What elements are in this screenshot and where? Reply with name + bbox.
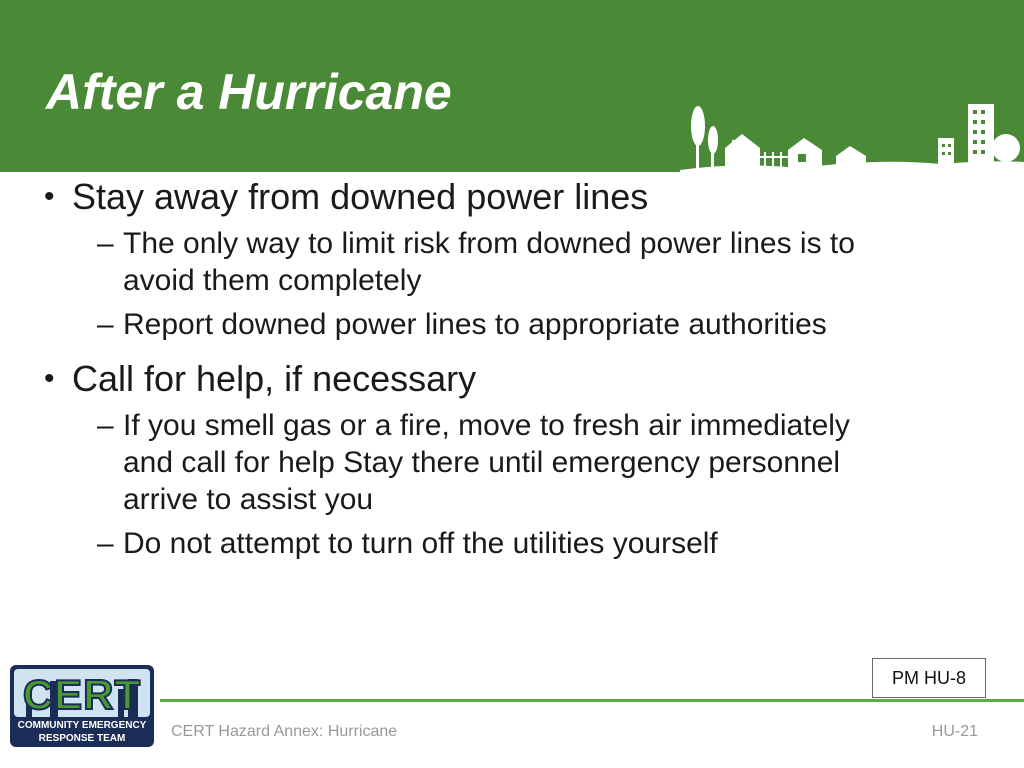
sub-bullet-item	[97, 306, 827, 343]
bullet-marker: •	[44, 180, 55, 213]
dash-marker: –	[97, 308, 114, 341]
footer-annex-title: CERT Hazard Annex: Hurricane	[171, 723, 398, 740]
page-number: HU-21	[931, 723, 978, 740]
bullet-text: Call for help, if necessary	[72, 358, 477, 399]
footer-divider	[160, 699, 1024, 702]
bullet-text: Stay away from downed power lines	[72, 176, 649, 217]
sub-bullet-item	[97, 225, 855, 299]
logo-letters: CERT	[22, 671, 142, 718]
bullet-item	[44, 176, 649, 217]
sub-bullet-line: Report downed power lines to appropriate authorities	[123, 308, 827, 341]
bullet-marker: •	[44, 362, 55, 395]
sub-bullet-line: arrive to assist you	[123, 483, 374, 516]
bullet-item	[44, 358, 477, 399]
sub-bullet-item	[97, 407, 850, 518]
pm-reference-box: PM HU-8	[872, 658, 986, 698]
sub-bullet-line: avoid them completely	[123, 264, 422, 297]
logo-line1: COMMUNITY EMERGENCY	[17, 720, 147, 731]
sub-bullet-line: Do not attempt to turn off the utilities yourself	[123, 527, 718, 560]
slide-title: After a Hurricane	[46, 64, 452, 120]
logo-line2: RESPONSE TEAM	[38, 733, 126, 744]
sub-bullet-line: and call for help Stay there until emergency personnel	[123, 446, 841, 479]
sub-bullet-line: If you smell gas or a fire, move to fresh air immediately	[123, 409, 850, 442]
dash-marker: –	[97, 227, 114, 260]
dash-marker: –	[97, 409, 114, 442]
sub-bullet-line: The only way to limit risk from downed power lines is to	[123, 227, 855, 260]
dash-marker: –	[97, 527, 114, 560]
cert-logo	[10, 665, 154, 747]
sub-bullet-item	[97, 525, 718, 562]
